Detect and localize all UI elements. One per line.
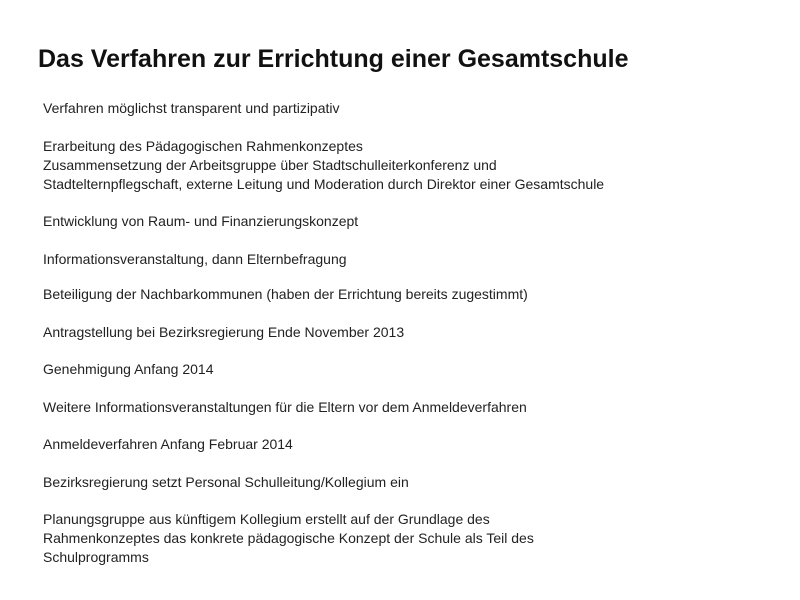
paragraph-info-event-survey [43, 250, 347, 269]
text-line: Erarbeitung des Pädagogischen Rahmenkonzeptes [43, 138, 363, 154]
text-line: Bezirksregierung setzt Personal Schulleitung/Kollegium ein [43, 474, 409, 490]
paragraph-approval [43, 360, 213, 379]
text-line: Genehmigung Anfang 2014 [43, 361, 214, 377]
paragraph-procedure-transparent [43, 99, 340, 118]
paragraph-neighbor-communities [43, 285, 528, 304]
paragraph-further-info-events [43, 398, 527, 417]
text-line: Zusammensetzung der Arbeitsgruppe über Stadtschulleiterkonferenz und [43, 157, 497, 173]
paragraph-space-finance-concept [43, 212, 358, 231]
text-line: Antragstellung bei Bezirksregierung Ende November 2013 [43, 324, 405, 340]
text-line: Weitere Informationsveranstaltungen für die Eltern vor dem Anmeldeverfahren [43, 399, 527, 415]
text-line: Rahmenkonzeptes das konkrete pädagogische Konzept der Schule als Teil des [43, 530, 534, 546]
paragraph-registration [43, 435, 293, 454]
text-line: Planungsgruppe aus künftigem Kollegium erstellt auf der Grundlage des [43, 511, 490, 527]
paragraph-staffing [43, 473, 409, 492]
text-line: Beteiligung der Nachbarkommunen (haben der Errichtung bereits zugestimmt) [43, 286, 528, 302]
slide-title: Das Verfahren zur Errichtung einer Gesamtschule [38, 45, 629, 73]
paragraph-planning-group [43, 510, 534, 567]
text-line: Verfahren möglichst transparent und partizipativ [43, 100, 340, 116]
paragraph-application [43, 323, 404, 342]
text-line: Informationsveranstaltung, dann Elternbefragung [43, 251, 347, 267]
text-line: Stadtelternpflegschaft, externe Leitung und Moderation durch Direktor einer Gesamtschule [43, 176, 605, 192]
text-line: Schulprogramms [43, 549, 149, 565]
text-line: Anmeldeverfahren Anfang Februar 2014 [43, 436, 293, 452]
paragraph-pedagogical-framework [43, 137, 604, 194]
text-line: Entwicklung von Raum- und Finanzierungskonzept [43, 213, 359, 229]
